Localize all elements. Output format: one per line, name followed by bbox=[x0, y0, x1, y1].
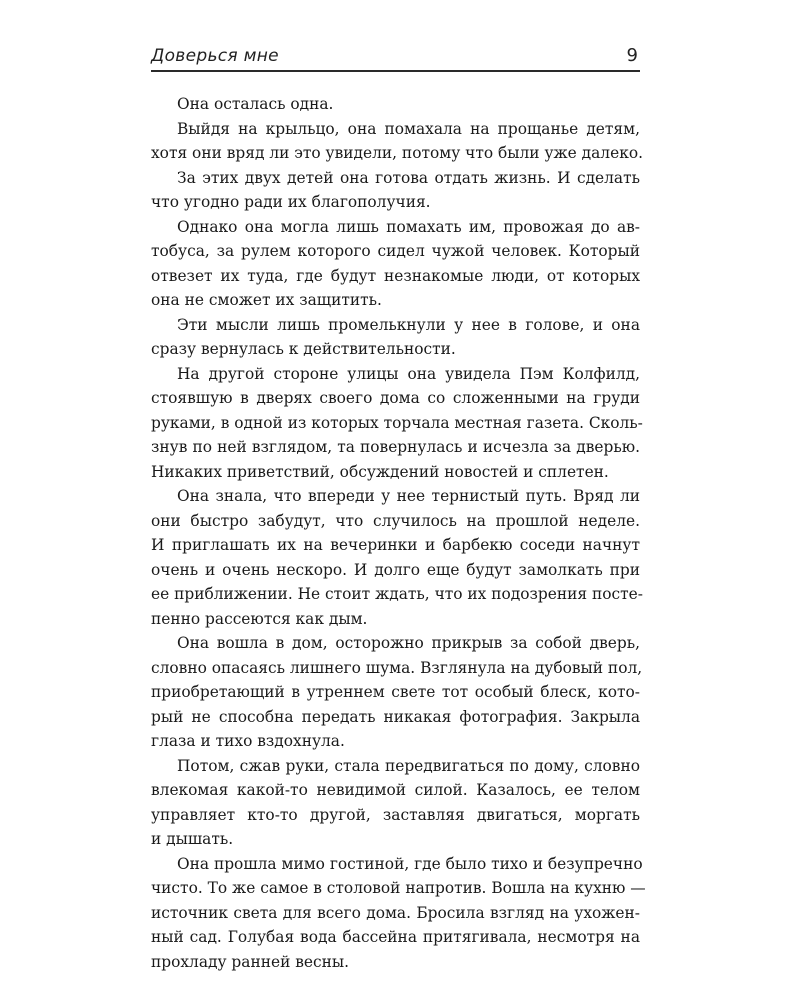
text-line: очень и очень нескоро. И долго еще будут замолкать при bbox=[151, 560, 640, 579]
text-line: стоявшую в дверях своего дома со сложенными на груди bbox=[151, 389, 640, 407]
text-line: Выйдя на крыльцо, она помахала на прощанье детям, bbox=[177, 119, 640, 138]
paragraph bbox=[151, 313, 640, 362]
text-line: Однако она могла лишь помахать им, провожая до ав- bbox=[177, 217, 640, 236]
text-line: источник света для всего дома. Бросила взгляд на ухожен- bbox=[151, 903, 640, 922]
text-line: что угодно ради их благополучия. bbox=[151, 193, 431, 211]
paragraph bbox=[151, 215, 640, 313]
text-line: приобретающий в утреннем свете тот особый блеск, кото- bbox=[151, 683, 640, 701]
page-number: 9 bbox=[626, 45, 638, 66]
text-line: чисто. То же самое в столовой напротив. Вошла на кухню — bbox=[151, 879, 646, 897]
paragraph bbox=[151, 92, 640, 117]
text-line: они быстро забудут, что случилось на прошлой неделе. bbox=[151, 511, 640, 530]
text-line: словно опасаясь лишнего шума. Взглянула на дубовый пол, bbox=[151, 658, 643, 677]
text-line: глаза и тихо вздохнула. bbox=[151, 732, 345, 750]
text-line: она не сможет их защитить. bbox=[151, 291, 382, 309]
paragraph bbox=[151, 852, 646, 975]
text-line: и дышать. bbox=[151, 830, 234, 848]
text-line: ный сад. Голубая вода бассейна притягивала, несмотря на bbox=[151, 928, 640, 946]
text-line: Она знала, что впереди у нее тернистый путь. Вряд ли bbox=[177, 487, 640, 505]
text-line: За этих двух детей она готова отдать жизнь. И сделать bbox=[177, 168, 640, 187]
paragraph bbox=[151, 754, 640, 852]
text-line: знув по ней взглядом, та повернулась и исчезла за дверью. bbox=[151, 438, 640, 456]
text-line: Она прошла мимо гостиной, где было тихо и безупречно bbox=[177, 854, 643, 873]
running-head bbox=[151, 44, 640, 72]
text-line: пенно рассеются как дым. bbox=[151, 609, 368, 628]
text-line: Эти мысли лишь промелькнули у нее в голове, и она bbox=[177, 315, 640, 334]
paragraph bbox=[151, 484, 643, 631]
running-title: Доверься мне bbox=[151, 46, 279, 66]
text-line: тобуса, за рулем которого сидел чужой человек. Который bbox=[151, 242, 640, 260]
text-line: влекомая какой-то невидимой силой. Казалось, ее телом bbox=[151, 781, 640, 799]
paragraph bbox=[151, 631, 643, 754]
text-line: хотя они вряд ли это увидели, потому что были уже далеко. bbox=[151, 144, 643, 162]
paragraph bbox=[151, 166, 640, 215]
text-line: Никаких приветствий, обсуждений новостей и сплетен. bbox=[151, 462, 609, 481]
text-line: сразу вернулась к действительности. bbox=[151, 340, 456, 358]
text-line: ее приближении. Не стоит ждать, что их подозрения посте- bbox=[151, 585, 643, 603]
text-line: прохладу ранней весны. bbox=[151, 952, 350, 971]
text-line: И приглашать их на вечеринки и барбекю соседи начнут bbox=[151, 536, 640, 554]
text-line: Потом, сжав руки, стала передвигаться по дому, словно bbox=[177, 756, 640, 775]
text-line: На другой стороне улицы она увидела Пэм Колфилд, bbox=[177, 364, 640, 383]
text-line: Она вошла в дом, осторожно прикрыв за собой дверь, bbox=[177, 634, 640, 652]
text-line: руками, в одной из которых торчала местная газета. Сколь- bbox=[151, 413, 643, 432]
paragraph bbox=[151, 362, 643, 485]
body-text bbox=[151, 92, 646, 974]
text-line: отвезет их туда, где будут незнакомые люди, от которых bbox=[151, 266, 640, 285]
paragraph bbox=[151, 117, 643, 166]
text-line: рый не способна передать никакая фотография. Закрыла bbox=[151, 707, 640, 726]
text-line: управляет кто-то другой, заставляя двигаться, моргать bbox=[151, 805, 640, 824]
text-line: Она осталась одна. bbox=[177, 95, 334, 113]
